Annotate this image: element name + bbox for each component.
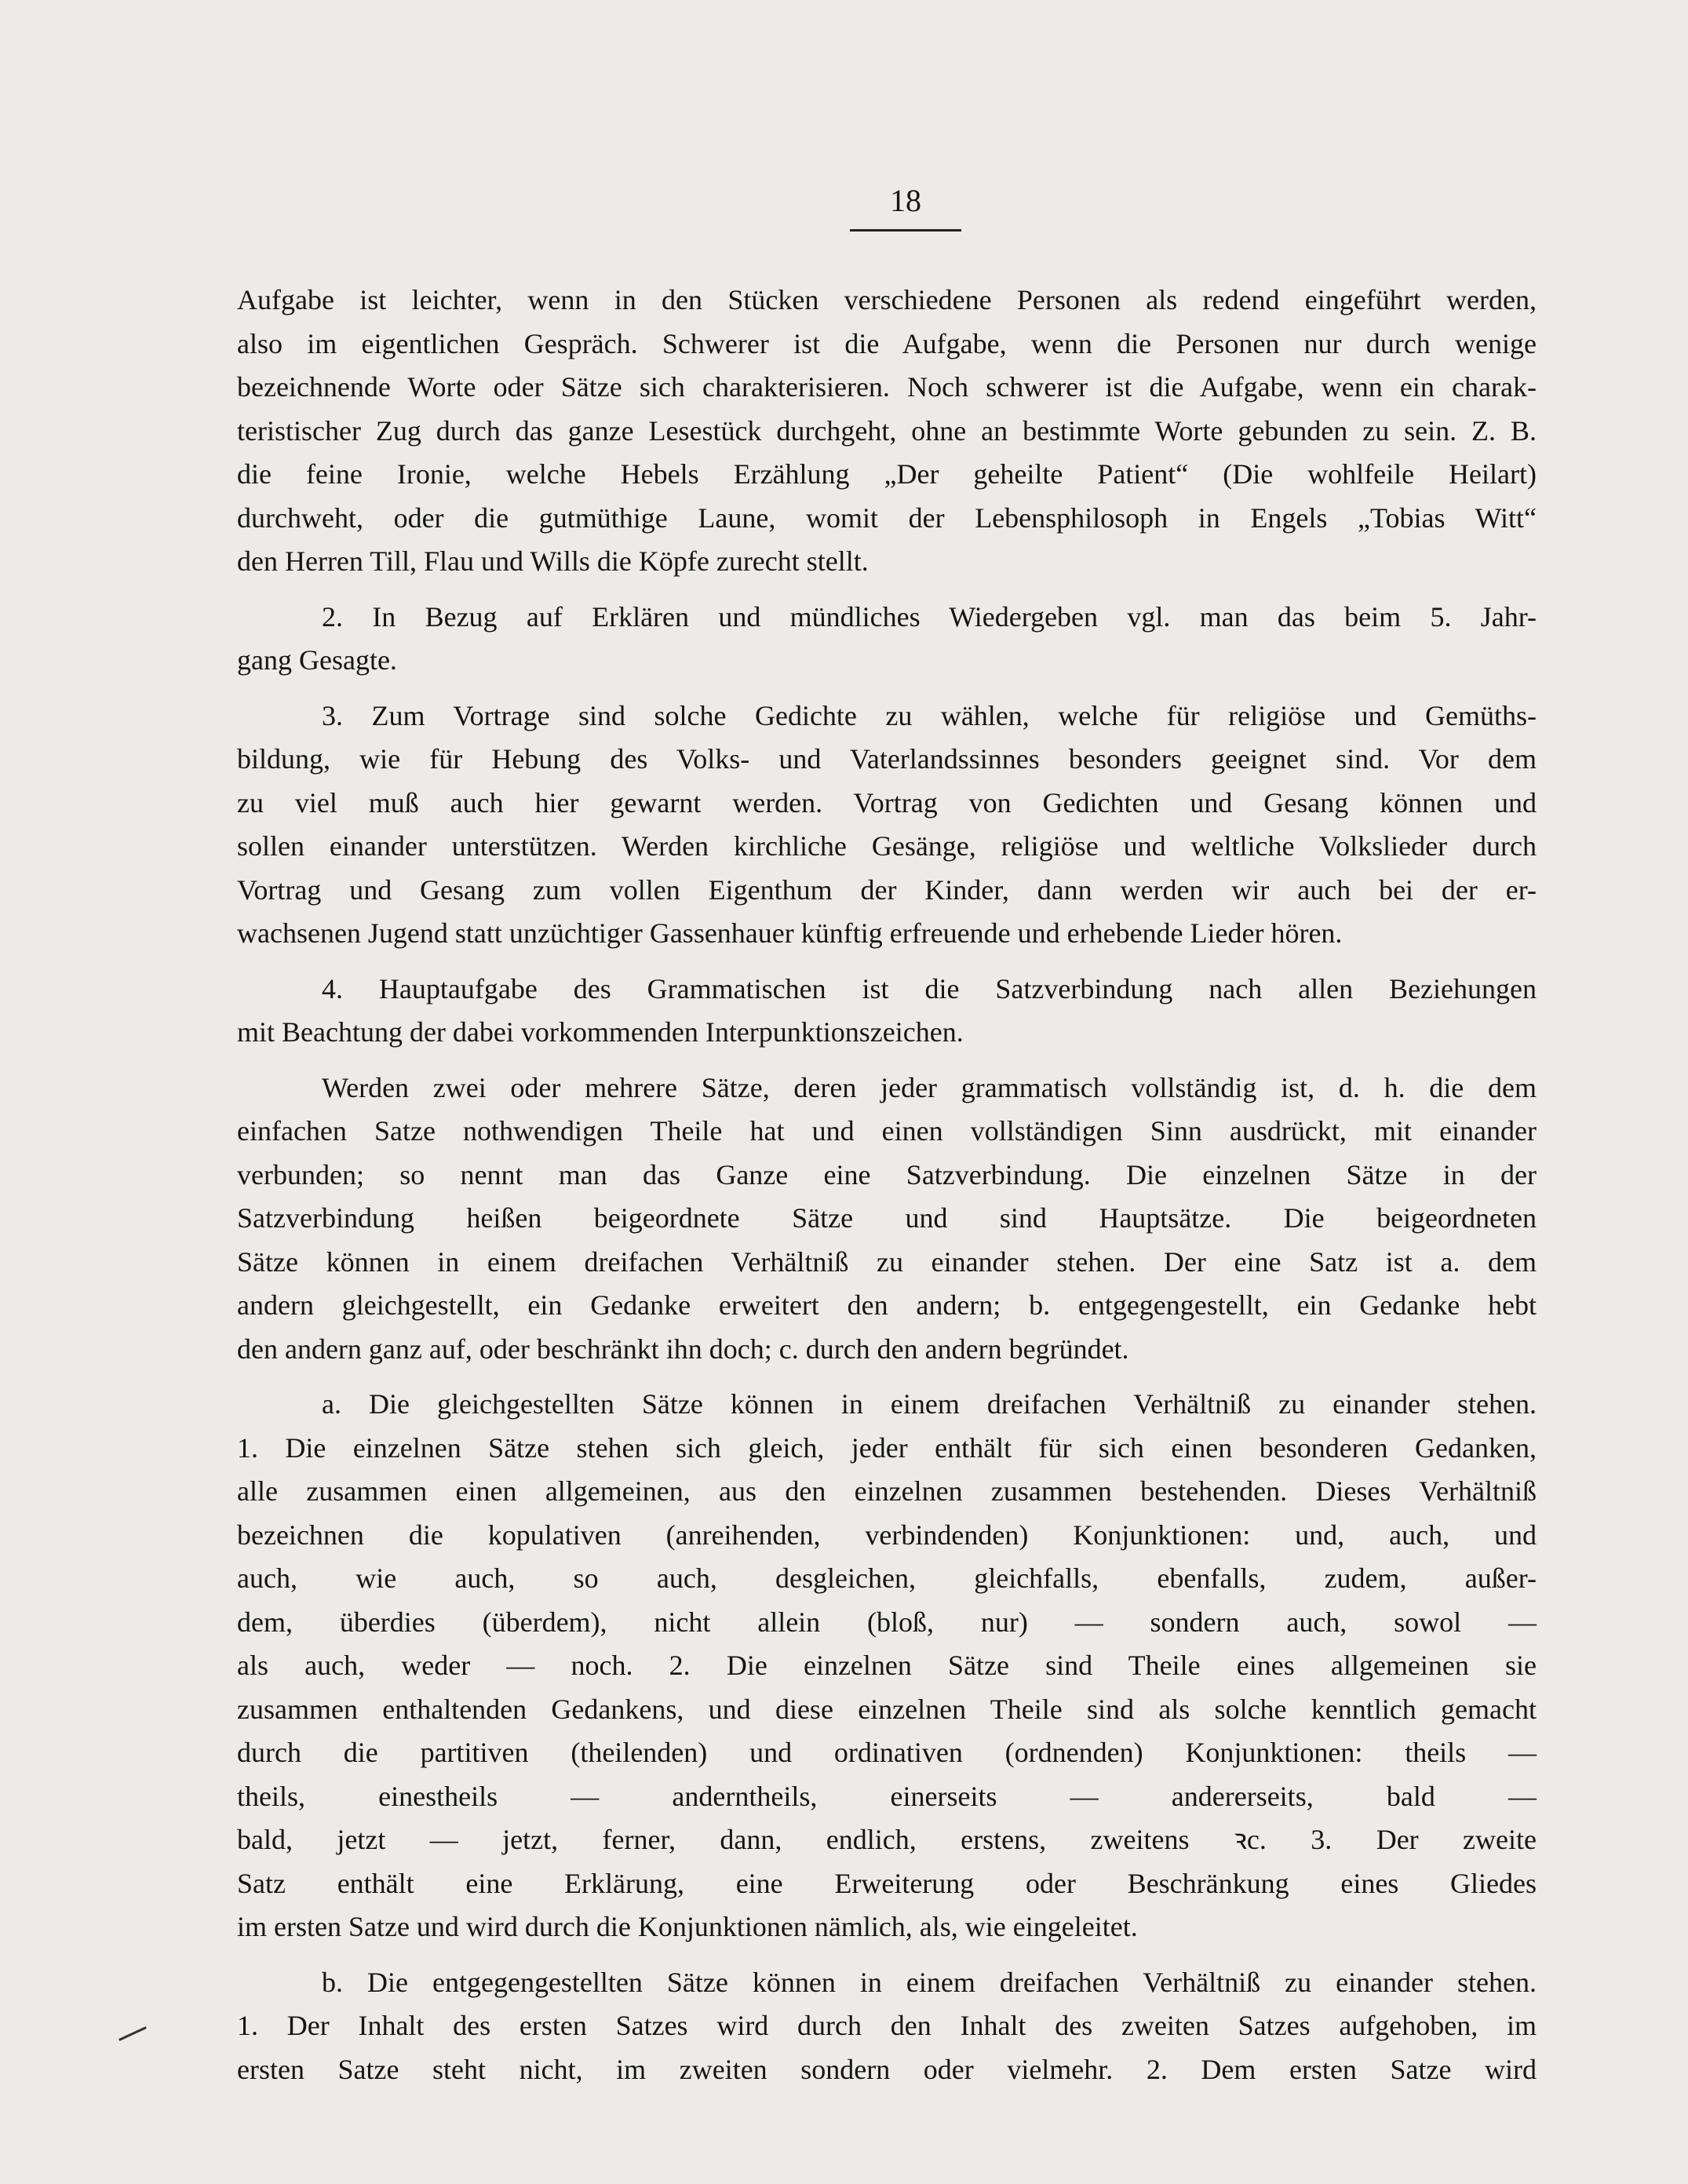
- text-line: den andern ganz auf, oder beschränkt ihn doch; c. durch den andern begründet.: [237, 1333, 1129, 1365]
- text-line: also im eigentlichen Gespräch. Schwerer ist die Aufgabe, wenn die Personen nur durch wenige: [237, 327, 1537, 359]
- text-line: zusammen enthaltenden Gedankens, und diese einzelnen Theile sind als solche kenntlich gemacht: [237, 1693, 1537, 1725]
- text-line: durchweht, oder die gutmüthige Laune, womit der Lebensphilosoph in Engels „Tobias Witt“: [237, 501, 1537, 534]
- text-line: theils, einestheils — anderntheils, einerseits — andererseits, bald —: [237, 1780, 1537, 1812]
- text-line: Aufgabe ist leichter, wenn in den Stücken verschiedene Personen als redend eingeführt werden,: [237, 284, 1537, 315]
- text-line: dem, überdies (überdem), nicht allein (bloß, nur) — sondern auch, sowol —: [237, 1606, 1537, 1638]
- text-line: bildung, wie für Hebung des Volks- und Vaterlandssinnes besonders geeignet sind. Vor dem: [237, 743, 1537, 775]
- text-line: 4. Hauptaufgabe des Grammatischen ist die Satzverbindung nach allen Beziehungen: [322, 972, 1537, 1004]
- text-line: 1. Die einzelnen Sätze stehen sich gleich, jeder enthält für sich einen besonderen Gedanken,: [237, 1431, 1537, 1464]
- text-line: als auch, weder — noch. 2. Die einzelnen Sätze sind Theile eines allgemeinen sie: [237, 1650, 1537, 1681]
- body-text: [237, 279, 1537, 2103]
- text-line: wachsenen Jugend statt unzüchtiger Gassenhauer künftig erfreuende und erhebende Lieder hören.: [237, 917, 1343, 949]
- text-line: Vortrag und Gesang zum vollen Eigenthum der Kinder, dann werden wir auch bei der er-: [237, 873, 1537, 906]
- paragraph: [237, 1066, 1537, 1372]
- text-line: andern gleichgestellt, ein Gedanke erweitert den andern; b. entgegengestellt, ein Gedanke hebt: [237, 1289, 1537, 1321]
- text-line: Werden zwei oder mehrere Sätze, deren jeder grammatisch vollständig ist, d. h. die dem: [322, 1071, 1537, 1103]
- text-line: a. Die gleichgestellten Sätze können in einem dreifachen Verhältniß zu einander stehen.: [322, 1388, 1537, 1420]
- text-line: im ersten Satze und wird durch die Konjunktionen nämlich, als, wie eingeleitet.: [237, 1911, 1138, 1942]
- text-line: bald, jetzt — jetzt, ferner, dann, endlich, erstens, zweitens ꝛc. 3. Der zweite: [237, 1824, 1537, 1855]
- text-line: Satzverbindung heißen beigeordnete Sätze und sind Hauptsätze. Die beigeordneten: [237, 1202, 1537, 1234]
- text-line: gang Gesagte.: [237, 644, 397, 676]
- text-line: b. Die entgegengestellten Sätze können in einem dreifachen Verhältniß zu einander stehen.: [322, 1966, 1537, 1998]
- text-line: auch, wie auch, so auch, desgleichen, gleichfalls, ebenfalls, zudem, außer-: [237, 1562, 1537, 1594]
- text-line: Satz enthält eine Erklärung, eine Erweiterung oder Beschränkung eines Gliedes: [237, 1867, 1537, 1899]
- text-line: 2. In Bezug auf Erklären und mündliches Wiedergeben vgl. man das beim 5. Jahr-: [322, 600, 1537, 633]
- text-line: 3. Zum Vortrage sind solche Gedichte zu wählen, welche für religiöse und Gemüths-: [322, 699, 1537, 731]
- page-number: 18: [890, 183, 921, 218]
- text-line: mit Beachtung der dabei vorkommenden Interpunktionszeichen.: [237, 1016, 964, 1048]
- text-line: Sätze können in einem dreifachen Verhältniß zu einander stehen. Der eine Satz ist a. dem: [237, 1245, 1537, 1278]
- text-line: bezeichnen die kopulativen (anreihenden, verbindenden) Konjunktionen: und, auch, und: [237, 1519, 1537, 1551]
- paragraph: [237, 968, 1537, 1055]
- text-line: bezeichnende Worte oder Sätze sich charakterisieren. Noch schwerer ist die Aufgabe, wenn ein charak-: [237, 371, 1537, 403]
- paragraph: [237, 1961, 1537, 2092]
- text-line: den Herren Till, Flau und Wills die Köpfe zurecht stellt.: [237, 545, 869, 577]
- text-line: alle zusammen einen allgemeinen, aus den einzelnen zusammen bestehenden. Dieses Verhältniß: [237, 1475, 1537, 1507]
- page-number-rule: [850, 229, 961, 232]
- paragraph: [237, 596, 1537, 683]
- text-line: ersten Satze steht nicht, im zweiten sondern oder vielmehr. 2. Dem ersten Satze wird: [237, 2053, 1537, 2085]
- text-line: die feine Ironie, welche Hebels Erzählung „Der geheilte Patient“ (Die wohlfeile Heilart): [237, 458, 1537, 490]
- text-line: verbunden; so nennt man das Ganze eine Satzverbindung. Die einzelnen Sätze in der: [237, 1158, 1537, 1190]
- text-line: sollen einander unterstützen. Werden kirchliche Gesänge, religiöse und weltliche Volkslieder durch: [237, 830, 1537, 862]
- text-line: zu viel muß auch hier gewarnt werden. Vortrag von Gedichten und Gesang können und: [237, 786, 1537, 819]
- text-line: durch die partitiven (theilenden) und ordinativen (ordnenden) Konjunktionen: theils —: [237, 1737, 1537, 1768]
- text-line: teristischer Zug durch das ganze Lesestück durchgeht, ohne an bestimmte Worte gebunden zu sein. Z. B.: [237, 414, 1537, 447]
- paragraph: [237, 279, 1537, 584]
- paragraph: [237, 1383, 1537, 1949]
- text-line: einfachen Satze nothwendigen Theile hat und einen vollständigen Sinn ausdrückt, mit einander: [237, 1115, 1537, 1147]
- paragraph: [237, 695, 1537, 956]
- stray-ink-mark: [118, 2026, 147, 2041]
- text-line: 1. Der Inhalt des ersten Satzes wird durch den Inhalt des zweiten Satzes aufgehoben, im: [237, 2010, 1537, 2041]
